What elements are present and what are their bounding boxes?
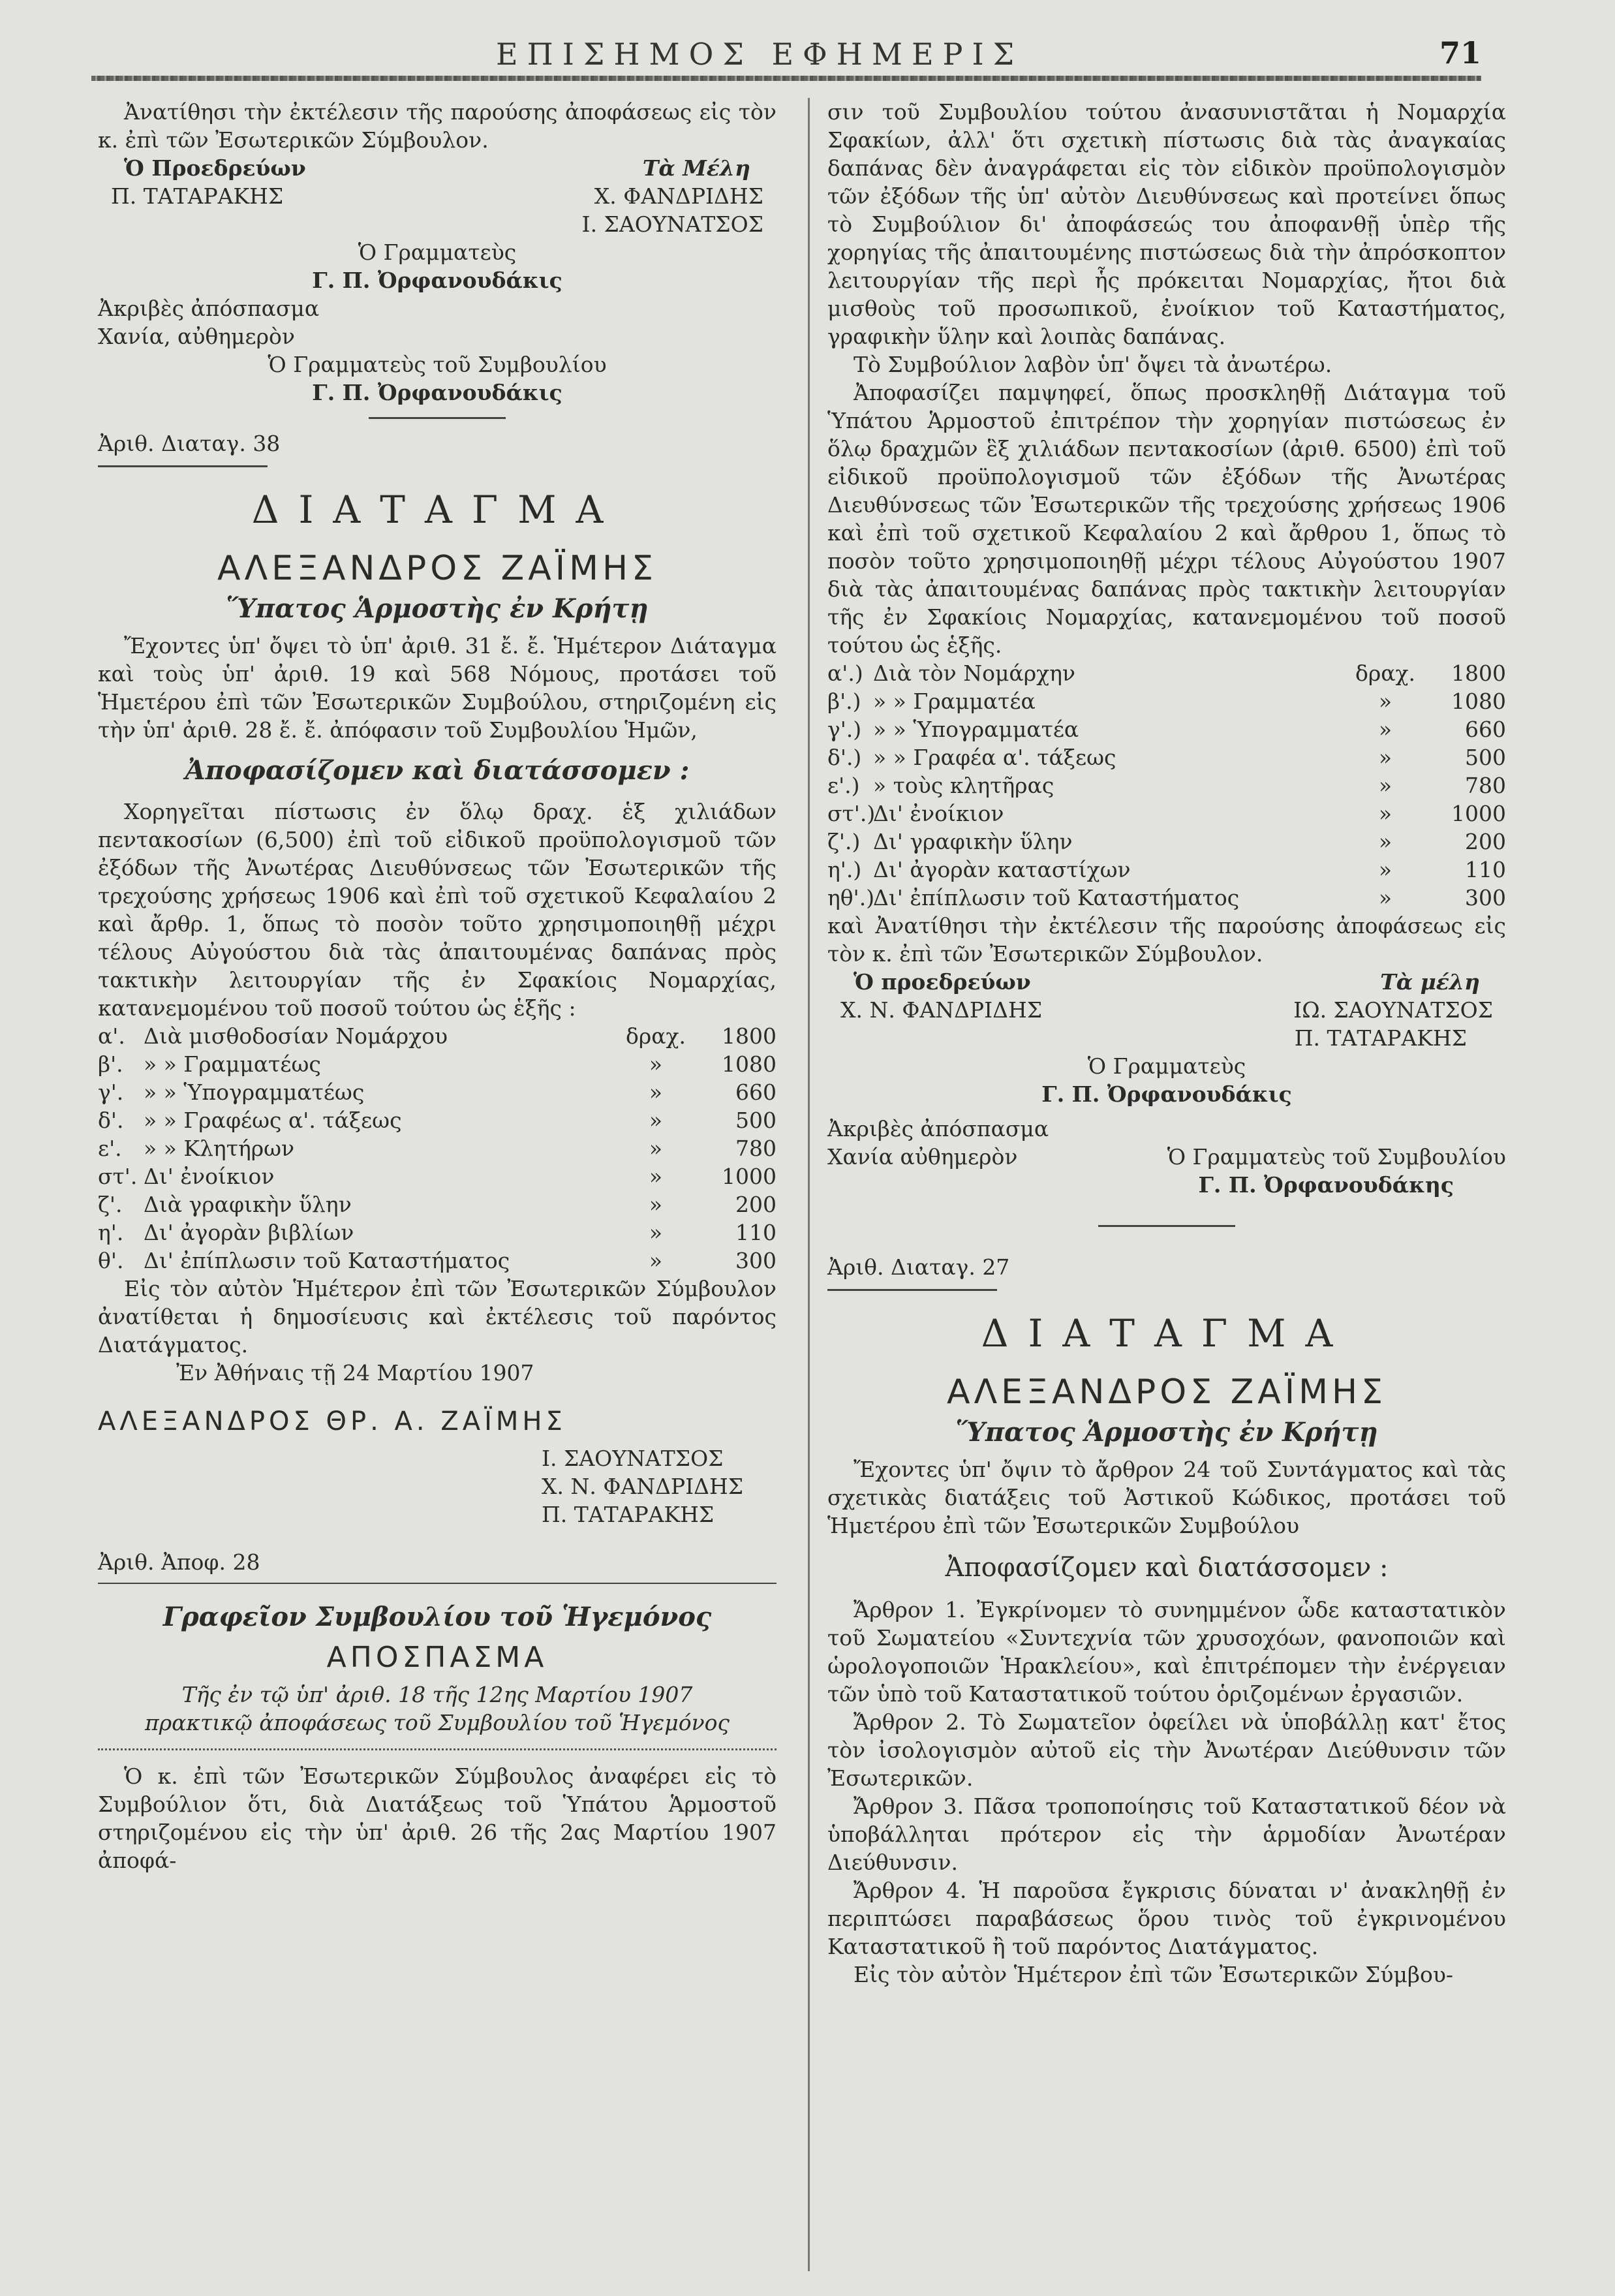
place-date-row <box>827 1143 1506 1171</box>
expense-unit: » <box>649 1136 663 1161</box>
expense-letter: β'.) <box>827 689 861 714</box>
expense-letter: ηθ'.) <box>827 885 875 910</box>
expense-amount: 200 <box>735 1192 777 1217</box>
expense-unit: » <box>1378 829 1392 854</box>
expense-unit: » <box>649 1192 663 1217</box>
secretary-label: Ὁ Γραμματεὺς <box>1087 1053 1246 1079</box>
expense-unit: » <box>1378 745 1392 770</box>
expense-unit: » <box>649 1079 663 1105</box>
divider <box>1098 1225 1235 1227</box>
president-label: Ὁ προεδρεύων <box>854 969 1031 995</box>
expense-amount: 500 <box>735 1108 777 1133</box>
member2-name: Π. ΤΑΤΑΡΑΚΗΣ <box>1294 1025 1467 1051</box>
decree-title: ΔΙΑΤΑΓΜΑ <box>981 1311 1353 1356</box>
expense-item: » » Γραμματέα <box>873 689 1036 714</box>
expense-item: Δι' ἐνοίκιον <box>144 1164 275 1189</box>
exact-copy-label: Ἀκριβὲς ἀπόσπασμα <box>98 296 320 321</box>
expense-letter: η'. <box>98 1220 124 1245</box>
right-column <box>827 98 1506 1989</box>
expense-letter: γ'.) <box>827 717 862 742</box>
top-paragraph: Ἀνατίθησι τὴν ἐκτέλεσιν τῆς παρούσης ἀποφάσεως εἰς τὸν κ. ἐπὶ τῶν Ἐσωτερικῶν Σύμβουλον. <box>98 99 777 153</box>
cosigner-2: Χ. Ν. ΦΑΝΔΡΙΔΗΣ <box>542 1474 744 1499</box>
member2-name: Ι. ΣΑΟΥΝΑΤΣΟΣ <box>581 211 763 237</box>
header-rule <box>91 76 1481 81</box>
expense-amount: 1000 <box>722 1164 777 1189</box>
decree-title: ΔΙΑΤΑΓΜΑ <box>251 488 623 532</box>
expense-letter: στ'.) <box>827 801 876 826</box>
preamble: Ἔχοντες ὑπ' ὄψιν τὸ ἄρθρον 24 τοῦ Συντάγματος καὶ τὰς σχετικὰς διατάξεις τοῦ Ἀστικοῦ Κώδικος, προτάσει τοῦ Ἡμετέρου ἐπὶ τῶν Ἐσωτερικῶν Συμβούλου <box>827 1457 1506 1538</box>
expense-unit: » <box>1378 885 1392 910</box>
extract-subtitle: Τῆς ἐν τῷ ὑπ' ἀριθ. 18 τῆς 12ης Μαρτίου 1907 πρακτικῷ ἀποφάσεως τοῦ Συμβουλίου τοῦ Ἡγεμόνος <box>145 1682 730 1735</box>
right-paragraph-2: Τὸ Συμβούλιον λαβὸν ὑπ' ὄψει τὰ ἀνωτέρω. <box>854 352 1332 377</box>
expense-unit: δραχ. <box>625 1023 686 1049</box>
expense-unit: » <box>649 1051 663 1077</box>
execution-paragraph: καὶ Ἀνατίθησι τὴν ἐκτέλεσιν τῆς παρούσης ἀποφάσεως εἰς τὸν κ. ἐπὶ τῶν Ἐσωτερικῶν Σύμβουλον. <box>827 913 1506 967</box>
expense-amount: 1800 <box>722 1023 777 1049</box>
expense-amount: 660 <box>735 1079 777 1105</box>
council-secretary-name: Γ. Π. Ὀρφανουδάκις <box>312 380 562 405</box>
signers-labels <box>98 154 777 182</box>
signers-row1 <box>98 182 777 210</box>
place-date: Χανία αὐθημερὸν <box>827 1144 1018 1170</box>
member1-name: Χ. ΦΑΝΔΡΙΔΗΣ <box>594 183 763 209</box>
members-label: Τὰ μέλη <box>1380 969 1480 995</box>
decision-heading: Ἀποφασίζομεν καὶ διατάσσομεν : <box>945 1553 1389 1583</box>
decision-heading: Ἀποφασίζομεν καὶ διατάσσομεν : <box>185 755 690 786</box>
signer-name: ΑΛΕΞΑΝΔΡΟΣ ΘΡ. Α. ΖΑΪΜΗΣ <box>98 1406 566 1436</box>
expense-unit: » <box>649 1220 663 1245</box>
right-paragraph-3: Ἀποφασίζει παμψηφεί, ὅπως προσκληθῇ Διάταγμα τοῦ Ὑπάτου Ἁρμοστοῦ ἐπιτρέπον τὴν χορηγίαν πιστώσεως ἐν ὅλῳ δραχμῶν ἓξ χιλιάδων πεντακοσίων (ἀριθ. 6500) ἐπὶ τοῦ εἰδικοῦ προϋπολογισμοῦ τῶν ἐξόδων τῆς Ἀνωτέρας Διευθύνσεως τῶν Ἐσωτερικῶν τῆς τρεχούσης χρήσεως 1906 καὶ ἐπὶ τοῦ σχετικοῦ Κεφαλαίου 2 καὶ ἄρθρου 1, ὅπως τὸ ποσὸν τοῦτο χρησιμοποιηθῇ μέχρι τέλους Αὐγούστου 1907 διὰ τὰς ἀπαιτουμένας δαπάνας πρὸς τακτικὴν λειτουργίαν τῆς ἐν Σφακίοις Νομαρχίας, κατανεμομένου τοῦ ποσοῦ τούτου ὡς ἑξῆς. <box>827 380 1506 658</box>
gazette-title: ΕΠΙΣΗΜΟΣ ΕΦΗΜΕΡΙΣ <box>496 37 1024 72</box>
expense-item: Διὰ γραφικὴν ὕλην <box>144 1192 352 1217</box>
expense-unit: » <box>1378 773 1392 798</box>
expense-amount: 1000 <box>1451 801 1506 826</box>
expense-letter: δ'. <box>98 1108 124 1133</box>
expense-amount: 110 <box>1465 857 1506 882</box>
president-name: Χ. Ν. ΦΑΝΔΡΙΔΗΣ <box>840 997 1043 1023</box>
issuer-title: Ὕπατος Ἁρμοστὴς ἐν Κρήτῃ <box>226 593 649 624</box>
expense-item: » τοὺς κλητῆρας <box>873 773 1054 798</box>
article-4: Ἄρθρον 4. Ἡ παροῦσα ἔγκρισις δύναται ν' ἀνακληθῇ ἐν περιπτώσει παραβάσεως ὅρου τινὸς τοῦ ἐγκρινομένου Καταστατικοῦ ἢ τοῦ παρόντος Διατάγματος. <box>827 1878 1506 1959</box>
expense-amount: 300 <box>735 1248 777 1273</box>
expense-letter: α'.) <box>827 660 863 686</box>
secretary-name: Γ. Π. Ὀρφανουδάκις <box>312 268 562 293</box>
office-heading: Γραφεῖον Συμβουλίου τοῦ Ἡγεμόνος <box>162 1602 712 1632</box>
expense-item: Δι' ἐνοίκιον <box>873 801 1004 826</box>
expense-letter: στ'. <box>98 1164 138 1189</box>
expense-amount: 660 <box>1465 717 1506 742</box>
expense-unit: » <box>649 1108 663 1133</box>
extract-heading: ΑΠΟΣΠΑΣΜΑ <box>326 1641 548 1674</box>
signers-row1 <box>827 996 1506 1024</box>
right-paragraph-1: σιν τοῦ Συμβουλίου τούτου ἀνασυνιστᾶται ἡ Νομαρχία Σφακίων, ἀλλ' ὅτι σχετικὴ πίστωσις διὰ τὰς ἀναγκαίας δαπάνας δὲν ἀναγράφεται εἰς τὸν εἰδικὸν προϋπολογισμὸν τῶν ἐξόδων τῆς ὑπ' αὐτὸν Διευθύνσεως καὶ προτείνει ὅπως τὸ Συμβούλιον δι' ἀποφάσεώς του ἀποφανθῇ ὑπὲρ τῆς χορηγίας τῆς ἀπαιτουμένης πιστώσεως διὰ τὴν ἀπρόσκοπτον λειτουργίαν τῆς περὶ ἧς πρόκειται Νομαρχίας, ἤτοι διὰ μισθοὺς τοῦ προσωπικοῦ, ἐνοίκιον τοῦ Καταστήματος, γραφικὴν ὕλην καὶ λοιπὰς δαπάνας. <box>827 99 1506 349</box>
issuer-title: Ὕπατος Ἁρμοστὴς ἐν Κρήτῃ <box>955 1417 1378 1448</box>
expense-letter: δ'.) <box>827 745 862 770</box>
members-label: Τὰ Μέλη <box>642 155 750 181</box>
expense-amount: 1800 <box>1451 660 1506 686</box>
column-separator <box>808 98 810 2271</box>
expense-list <box>98 1022 777 1275</box>
signers-labels <box>827 968 1506 996</box>
expense-letter: γ'. <box>98 1079 124 1105</box>
expense-letter: ζ'. <box>98 1192 123 1217</box>
expense-item: » » Γραφέα α'. τάξεως <box>873 745 1116 770</box>
date-line: Ἐν Ἀθήναις τῇ 24 Μαρτίου 1907 <box>176 1360 534 1386</box>
expense-letter: β'. <box>98 1051 123 1077</box>
divider <box>98 465 268 467</box>
expense-amount: 500 <box>1465 745 1506 770</box>
expense-item: Δι' ἀγορὰν καταστίχων <box>873 857 1131 882</box>
expense-letter: α'. <box>98 1023 125 1049</box>
expense-amount: 780 <box>1465 773 1506 798</box>
preamble: Ἔχοντες ὑπ' ὄψει τὸ ὑπ' ἀριθ. 31 ἔ. ἔ. Ἡμέτερον Διάταγμα καὶ τοὺς ὑπ' ἀριθ. 19 καὶ 568 Νόμους, προτάσει τοῦ Ἡμετέρου ἐπὶ τῶν Ἐσωτερικῶν Συμβούλου, στηριζομένη εἰς τὴν ὑπ' ἀριθ. 28 ἔ. ἔ. ἀπόφασιν τοῦ Συμβουλίου Ἡμῶν, <box>98 633 777 743</box>
expense-amount: 780 <box>735 1136 777 1161</box>
council-secretary-label: Ὁ Γραμματεὺς τοῦ Συμβουλίου <box>1167 1144 1506 1170</box>
expense-item: » » Κλητήρων <box>144 1136 295 1161</box>
expense-item: Δι' ἀγορὰν βιβλίων <box>144 1220 354 1245</box>
expense-letter: ζ'.) <box>827 829 861 854</box>
expense-unit: » <box>649 1164 663 1189</box>
divider <box>827 1289 997 1291</box>
expense-list <box>827 659 1506 912</box>
secretary-label: Ὁ Γραμματεὺς <box>358 240 517 265</box>
issuer-name: ΑΛΕΞΑΝΔΡΟΣ ΖΑΪΜΗΣ <box>947 1373 1387 1412</box>
issuer-name: ΑΛΕΞΑΝΔΡΟΣ ΖΑΪΜΗΣ <box>217 549 657 588</box>
article-2: Ἄρθρον 2. Τὸ Σωματεῖον ὀφείλει νὰ ὑποβάλλῃ κατ' ἔτος τὸν ἰσολογισμὸν αὐτοῦ εἰς τὴν Ἀνωτέραν Διεύθυνσιν τῶν Ἐσωτερικῶν. <box>827 1709 1506 1791</box>
divider <box>98 1583 777 1584</box>
cosigner-3: Π. ΤΑΤΑΡΑΚΗΣ <box>542 1502 715 1527</box>
expense-amount: 200 <box>1465 829 1506 854</box>
cosigner-1: Ι. ΣΑΟΥΝΑΤΣΟΣ <box>542 1446 724 1471</box>
expense-letter: ε'. <box>98 1136 122 1161</box>
left-column <box>98 98 777 1874</box>
expense-unit: δραχ. <box>1355 660 1416 686</box>
expense-letter: ε'.) <box>827 773 860 798</box>
last-line: Εἰς τὸν αὐτὸν Ἡμέτερον ἐπὶ τῶν Ἐσωτερικῶν Σύμβου- <box>854 1962 1454 1987</box>
expense-amount: 300 <box>1465 885 1506 910</box>
expense-unit: » <box>1378 717 1392 742</box>
expense-item: Δι' ἐπίπλωσιν τοῦ Καταστήματος <box>873 885 1240 910</box>
decree-number: Ἀριθ. Διαταγ. 38 <box>98 431 281 456</box>
expense-unit: » <box>649 1248 663 1273</box>
divider <box>369 417 506 419</box>
council-secretary-label: Ὁ Γραμματεὺς τοῦ Συμβουλίου <box>268 352 607 377</box>
dotted-divider <box>98 1748 777 1750</box>
expense-letter: η'.) <box>827 857 862 882</box>
president-label: Ὁ Προεδρεύων <box>124 155 306 181</box>
expense-amount: 1080 <box>722 1051 777 1077</box>
expense-amount: 1080 <box>1451 689 1506 714</box>
decree-body: Χορηγεῖται πίστωσις ἐν ὅλῳ δραχ. ἑξ χιλιάδων πεντακοσίων (6,500) ἐπὶ τοῦ εἰδικοῦ προϋπολογισμοῦ τῶν ἐξόδων τῆς Ἀνωτέρας Διευθύνσεως τῶν Ἐσωτερικῶν τῆς τρεχούσης χρήσεως 1906 καὶ ἐπὶ τοῦ σχετικοῦ Κεφαλαίου 2 καὶ ἄρθρ. 1, ὅπως τὸ ποσὸν τοῦτο χρησιμοποιηθῇ μέχρι τέλους Αὐγούστου διὰ τὰς ἀπαιτουμένας δαπάνας πρὸς τακτικὴν λειτουργίαν τῆς ἐν Σφακίοις Νομαρχίας, κατανεμομένου τοῦ ποσοῦ τούτου ὡς ἑξῆς : <box>98 799 777 1021</box>
decision-number: Ἀριθ. Ἀποφ. 28 <box>98 1549 260 1575</box>
council-secretary-name: Γ. Π. Ὀρφανουδάκης <box>1198 1172 1454 1198</box>
expense-item: » » Ὑπογραμματέως <box>144 1079 365 1105</box>
expense-item: Δι' γραφικὴν ὕλην <box>873 829 1073 854</box>
closing-paragraph: Εἰς τὸν αὐτὸν Ἡμέτερον ἐπὶ τῶν Ἐσωτερικῶν Σύμβουλον ἀνατίθεται ἡ δημοσίευσις καὶ ἐκτέλεσις τοῦ παρόντος Διατάγματος. <box>98 1276 777 1357</box>
bottom-paragraph: Ὁ κ. ἐπὶ τῶν Ἐσωτερικῶν Σύμβουλος ἀναφέρει εἰς τὸ Συμβούλιον ὅτι, διὰ Διατάξεως τοῦ Ὑπάτου Ἁρμοστοῦ στηριζομένου εἰς τὴν ὑπ' ἀριθ. 26 τῆς 2ας Μαρτίου 1907 ἀποφά- <box>98 1763 777 1873</box>
expense-item: Διὰ τὸν Νομάρχην <box>873 660 1075 686</box>
place-date: Χανία, αὐθημερὸν <box>98 324 295 349</box>
article-3: Ἄρθρον 3. Πᾶσα τροποποίησις τοῦ Καταστατικοῦ δέον νὰ ὑποβάλληται πρότερον εἰς τὴν ἁρμοδίαν Ἀνωτέραν Διεύθυνσιν. <box>827 1793 1506 1875</box>
decree-number: Ἀριθ. Διαταγ. 27 <box>827 1254 1010 1280</box>
page-header <box>91 33 1481 85</box>
expense-item: Δι' ἐπίπλωσιν τοῦ Καταστήματος <box>144 1248 510 1273</box>
expense-letter: θ'. <box>98 1248 124 1273</box>
article-1: Ἄρθρον 1. Ἐγκρίνομεν τὸ συνημμένον ὧδε καταστατικὸν τοῦ Σωματείου «Συντεχνία τῶν χρυσοχόων, φανοποιῶν καὶ ὡρολογοποιῶν Ἡρακλείου», καὶ ἐπιτρέπομεν τὴν ἐνέργειαν τῶν ὑπὸ τοῦ Καταστατικοῦ τούτου ὁριζομένων ἐργασιῶν. <box>827 1597 1506 1707</box>
expense-unit: » <box>1378 801 1392 826</box>
expense-item: » » Ὑπογραμματέα <box>873 717 1079 742</box>
expense-unit: » <box>1378 689 1392 714</box>
expense-item: » » Γραφέως α'. τάξεως <box>144 1108 402 1133</box>
page-number: 71 <box>1439 35 1481 70</box>
secretary-name: Γ. Π. Ὀρφανουδάκις <box>1041 1081 1292 1107</box>
expense-item: » » Γραμματέως <box>144 1051 321 1077</box>
expense-item: Διὰ μισθοδοσίαν Νομάρχου <box>144 1023 448 1049</box>
member1-name: ΙΩ. ΣΑΟΥΝΑΤΣΟΣ <box>1293 997 1493 1023</box>
exact-copy-label: Ἀκριβὲς ἀπόσπασμα <box>827 1116 1049 1141</box>
expense-unit: » <box>1378 857 1392 882</box>
expense-amount: 110 <box>735 1220 777 1245</box>
president-name: Π. ΤΑΤΑΡΑΚΗΣ <box>111 183 284 209</box>
